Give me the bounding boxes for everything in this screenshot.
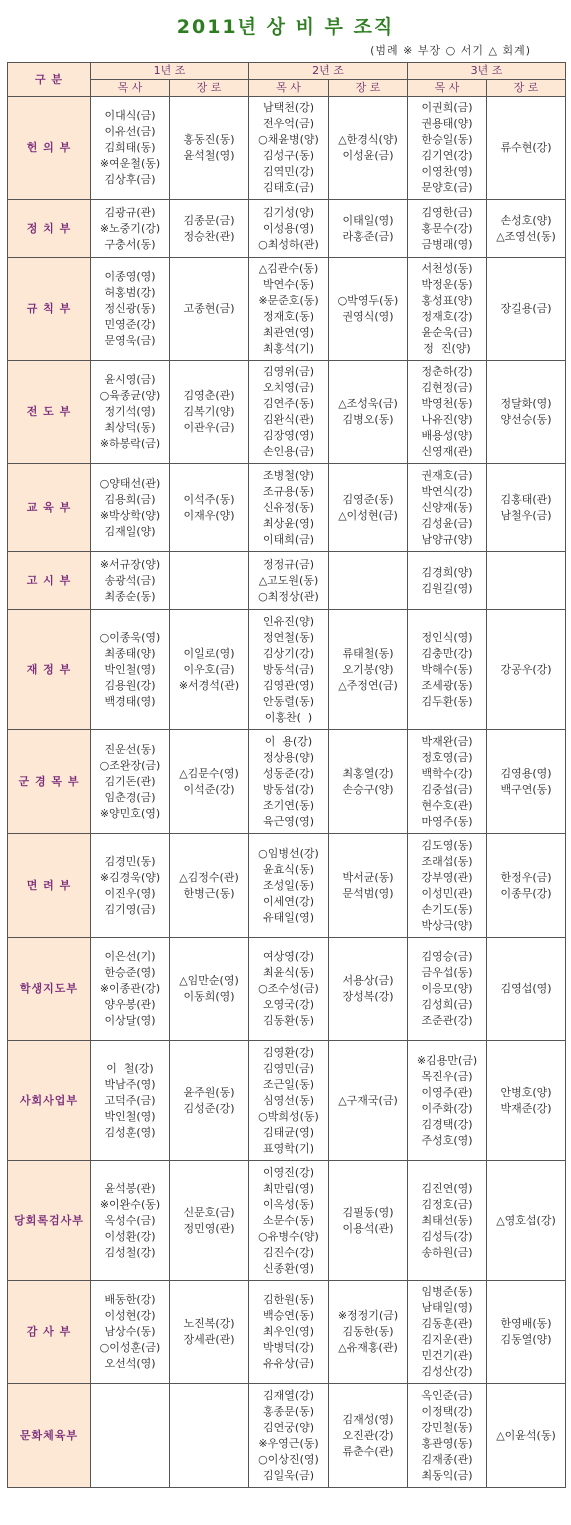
member-list-cell: 안병호(양) 박재준(강) bbox=[487, 1041, 566, 1161]
row-category: 전 도 부 bbox=[8, 361, 91, 464]
member-list-cell: △한경식(양) 이성윤(금) bbox=[329, 97, 408, 200]
member-list-cell: 권재호(금) 박연식(강) 신양재(동) 김성윤(금) 남양규(양) bbox=[408, 464, 487, 552]
member-list-cell: 김기성(양) 이성용(영) ○최성하(관) bbox=[249, 200, 329, 258]
member-list-cell bbox=[91, 1384, 170, 1488]
table-row bbox=[8, 1041, 566, 1161]
header-sub-pastor-2: 목 사 bbox=[249, 80, 329, 97]
member-list-cell: 정인식(영) 김충만(강) 박해수(동) 조세광(동) 김두환(동) bbox=[408, 610, 487, 730]
member-list-cell: 김종문(금) 정승찬(관) bbox=[170, 200, 249, 258]
member-list-cell: 진운선(동) ○조완장(금) 김기돈(관) 임춘경(금) ※양민호(영) bbox=[91, 730, 170, 834]
member-list-cell: 윤주원(동) 김성준(강) bbox=[170, 1041, 249, 1161]
table-row bbox=[8, 610, 566, 730]
member-list-cell bbox=[487, 552, 566, 610]
row-category: 군 경 목 부 bbox=[8, 730, 91, 834]
member-list-cell: 이 용(강) 정상용(양) 성동준(강) 방동섭(강) 조기연(동) 육근영(영) bbox=[249, 730, 329, 834]
member-list-cell: 김영준(동) △이성현(금) bbox=[329, 464, 408, 552]
member-list-cell: 이은선(기) 한승준(영) ※이종관(강) 양우봉(관) 이상달(영) bbox=[91, 938, 170, 1041]
member-list-cell: 윤시영(금) ○육종균(양) 정기석(영) 최상덕(동) ※하봉락(금) bbox=[91, 361, 170, 464]
member-list-cell: △김관수(동) 박연수(동) ※문준호(동) 정재호(동) 최관연(영) 최홍석(기) bbox=[249, 258, 329, 361]
member-list-cell: 최홍열(강) 손승구(양) bbox=[329, 730, 408, 834]
member-list-cell: 이 철(강) 박남주(영) 고덕주(금) 박인철(영) 김성훈(영) bbox=[91, 1041, 170, 1161]
member-list-cell: △조성욱(금) 김병오(동) bbox=[329, 361, 408, 464]
member-list-cell bbox=[170, 552, 249, 610]
member-list-cell: △김정수(관) 한병근(동) bbox=[170, 834, 249, 938]
member-list-cell: 류태철(동) 오기봉(양) △주정연(금) bbox=[329, 610, 408, 730]
header-category: 구 분 bbox=[8, 63, 91, 97]
table-row bbox=[8, 361, 566, 464]
header-sub-elder-1: 장 로 bbox=[170, 80, 249, 97]
member-list-cell: ○양태선(관) 김용희(금) ※박상학(양) 김재일(양) bbox=[91, 464, 170, 552]
member-list-cell: 김영용(영) 백구연(동) bbox=[487, 730, 566, 834]
table-row bbox=[8, 464, 566, 552]
member-list-cell: 류수현(강) bbox=[487, 97, 566, 200]
member-list-cell: 김재성(영) 오진관(강) 류춘수(관) bbox=[329, 1384, 408, 1488]
header-sub-elder-2: 장 로 bbox=[329, 80, 408, 97]
member-list-cell: 이대식(금) 이유선(금) 김희태(동) ※여운철(동) 김상후(금) bbox=[91, 97, 170, 200]
table-row bbox=[8, 258, 566, 361]
table-row bbox=[8, 200, 566, 258]
member-list-cell: 강공우(강) bbox=[487, 610, 566, 730]
member-list-cell: 배동한(강) 이성현(강) 남상수(동) ○이성훈(금) 오선석(영) bbox=[91, 1281, 170, 1384]
member-list-cell: 김필동(영) 이용석(관) bbox=[329, 1161, 408, 1281]
member-list-cell: 김도영(동) 조래섭(동) 강부영(관) 이성민(관) 손기도(동) 박상극(양) bbox=[408, 834, 487, 938]
member-list-cell: 신문호(금) 정민영(관) bbox=[170, 1161, 249, 1281]
member-list-cell: ※김용만(금) 목진우(금) 이영주(관) 이주화(강) 김경택(강) 주성호(영) bbox=[408, 1041, 487, 1161]
row-category: 사회사업부 bbox=[8, 1041, 91, 1161]
member-list-cell: 이종영(영) 허홍범(강) 정신광(동) 민영준(강) 문영욱(금) bbox=[91, 258, 170, 361]
member-list-cell: 정정규(금) △고도원(동) ○최정상(관) bbox=[249, 552, 329, 610]
table-row bbox=[8, 834, 566, 938]
member-list-cell: 김한원(동) 백승연(동) 최우인(영) 박병덕(강) 유유상(금) bbox=[249, 1281, 329, 1384]
member-list-cell: △임만순(영) 이동희(영) bbox=[170, 938, 249, 1041]
member-list-cell: 홍동진(동) 윤석철(영) bbox=[170, 97, 249, 200]
member-list-cell: 정춘하(강) 김현정(금) 박영천(동) 나유진(양) 배용성(양) 신영재(관) bbox=[408, 361, 487, 464]
member-list-cell: 임병준(동) 남태일(영) 김동훈(관) 김지운(관) 민건기(관) 김성산(강) bbox=[408, 1281, 487, 1384]
member-list-cell: 고종현(금) bbox=[170, 258, 249, 361]
row-category: 고 시 부 bbox=[8, 552, 91, 610]
member-list-cell: 서천성(동) 박정운(동) 홍성표(양) 정재호(강) 윤순욱(금) 정 진(양) bbox=[408, 258, 487, 361]
row-category: 재 정 부 bbox=[8, 610, 91, 730]
member-list-cell: 김영섭(영) bbox=[487, 938, 566, 1041]
member-list-cell: 노진복(강) 장세관(관) bbox=[170, 1281, 249, 1384]
table-row bbox=[8, 1161, 566, 1281]
member-list-cell: 남택천(강) 전우억(금) ○채윤병(양) 김성구(동) 김역민(강) 김태호(금) bbox=[249, 97, 329, 200]
member-list-cell: 김홍태(관) 남철우(금) bbox=[487, 464, 566, 552]
member-list-cell: 김경민(동) ※김경욱(양) 이진우(영) 김기영(금) bbox=[91, 834, 170, 938]
table-row bbox=[8, 97, 566, 200]
member-list-cell: 한정우(금) 이종무(강) bbox=[487, 834, 566, 938]
member-list-cell: 김광규(관) ※노중기(강) 구충서(동) bbox=[91, 200, 170, 258]
organization-table bbox=[7, 62, 566, 1488]
table-row bbox=[8, 1281, 566, 1384]
member-list-cell: △영호섭(강) bbox=[487, 1161, 566, 1281]
row-category: 면 려 부 bbox=[8, 834, 91, 938]
member-list-cell: 박재완(금) 정호영(금) 백학수(강) 김중섭(금) 현수호(관) 마영주(동) bbox=[408, 730, 487, 834]
row-category: 당회록검사부 bbox=[8, 1161, 91, 1281]
table-row bbox=[8, 730, 566, 834]
row-category: 감 사 부 bbox=[8, 1281, 91, 1384]
row-category: 문화체육부 bbox=[8, 1384, 91, 1488]
member-list-cell bbox=[170, 1384, 249, 1488]
header-sub-elder-3: 장 로 bbox=[487, 80, 566, 97]
row-category: 학생지도부 bbox=[8, 938, 91, 1041]
page-title: 2011년 상 비 부 조직 bbox=[176, 16, 395, 38]
header-group-year1: 1년 조 bbox=[91, 63, 249, 80]
member-list-cell: 김영환(강) 김영민(금) 조근일(동) 심영선(동) ○박희성(동) 김태균(영) 표영학(기) bbox=[249, 1041, 329, 1161]
member-list-cell: 한영배(동) 김동열(양) bbox=[487, 1281, 566, 1384]
member-list-cell: 이영진(강) 최만림(영) 이옥성(동) 소문수(동) ○유병수(양) 김진수(강) 신종환(영) bbox=[249, 1161, 329, 1281]
table-row bbox=[8, 552, 566, 610]
member-list-cell: 이권희(금) 권용태(양) 한승일(동) 김기연(강) 이영찬(영) 문양호(금) bbox=[408, 97, 487, 200]
member-list-cell: ○박영두(동) 권영식(영) bbox=[329, 258, 408, 361]
member-list-cell: △이윤석(동) bbox=[487, 1384, 566, 1488]
table-row bbox=[8, 938, 566, 1041]
legend: (범례 ※ 부장 ○ 서기 △ 회계) bbox=[370, 44, 531, 57]
header-group-year2: 2년 조 bbox=[249, 63, 408, 80]
header-group-year3: 3년 조 bbox=[408, 63, 566, 80]
member-list-cell: 여상영(강) 최윤식(동) ○조수성(금) 오영국(강) 김동환(동) bbox=[249, 938, 329, 1041]
member-list-cell: 김영한(금) 홍문수(강) 금병래(영) bbox=[408, 200, 487, 258]
member-list-cell: 김진연(영) 김정호(금) 최태선(동) 김성득(강) 송하원(금) bbox=[408, 1161, 487, 1281]
row-category: 헌 의 부 bbox=[8, 97, 91, 200]
row-category: 교 육 부 bbox=[8, 464, 91, 552]
member-list-cell: 박서균(동) 문석범(영) bbox=[329, 834, 408, 938]
member-list-cell: 김경희(양) 김원길(영) bbox=[408, 552, 487, 610]
member-list-cell: △구재국(금) bbox=[329, 1041, 408, 1161]
member-list-cell: ※정정기(금) 김동한(동) △유재홍(관) bbox=[329, 1281, 408, 1384]
header-sub-pastor-3: 목 사 bbox=[408, 80, 487, 97]
header-sub-pastor-1: 목 사 bbox=[91, 80, 170, 97]
member-list-cell: 윤석봉(관) ※이완수(동) 옥성수(금) 이성환(강) 김성철(강) bbox=[91, 1161, 170, 1281]
member-list-cell: 손성호(양) △조영선(동) bbox=[487, 200, 566, 258]
row-category: 정 치 부 bbox=[8, 200, 91, 258]
row-category: 규 칙 부 bbox=[8, 258, 91, 361]
member-list-cell: 정달화(영) 양선승(동) bbox=[487, 361, 566, 464]
member-list-cell: 김재열(강) 홍종문(동) 김연궁(양) ※우영근(동) ○이상진(영) 김일욱(금) bbox=[249, 1384, 329, 1488]
member-list-cell: 이석주(동) 이재우(양) bbox=[170, 464, 249, 552]
member-list-cell: 김영승(금) 금우섭(동) 이응모(양) 김성희(금) 조준관(강) bbox=[408, 938, 487, 1041]
member-list-cell: 조병철(양) 조규용(동) 신유정(동) 최상윤(영) 이태희(금) bbox=[249, 464, 329, 552]
member-list-cell: 옥인준(금) 이정택(강) 강민철(동) 홍관영(동) 김재종(관) 최동익(금) bbox=[408, 1384, 487, 1488]
member-list-cell: △김문수(영) 이석준(강) bbox=[170, 730, 249, 834]
member-list-cell: 김영위(금) 오치영(금) 김연주(동) 김완식(관) 김장영(영) 손인용(금) bbox=[249, 361, 329, 464]
member-list-cell: ○이종욱(영) 최종태(양) 박인철(영) 김용원(강) 백경태(영) bbox=[91, 610, 170, 730]
member-list-cell: 서용상(금) 장성복(강) bbox=[329, 938, 408, 1041]
table-row bbox=[8, 1384, 566, 1488]
member-list-cell: 김영춘(관) 김복기(양) 이관우(금) bbox=[170, 361, 249, 464]
member-list-cell: 장길용(금) bbox=[487, 258, 566, 361]
member-list-cell: 인유진(양) 정연철(동) 김상기(강) 방동석(금) 김영관(영) 안동렬(동) 이홍찬( ) bbox=[249, 610, 329, 730]
member-list-cell: 이일로(영) 이우호(금) ※서경석(관) bbox=[170, 610, 249, 730]
member-list-cell: ○임병선(강) 윤효식(동) 조성일(동) 이세연(강) 유태일(영) bbox=[249, 834, 329, 938]
member-list-cell bbox=[329, 552, 408, 610]
member-list-cell: 이태일(영) 라홍준(금) bbox=[329, 200, 408, 258]
member-list-cell: ※서규장(양) 송광석(금) 최종순(동) bbox=[91, 552, 170, 610]
organization-table-body bbox=[8, 97, 566, 1488]
